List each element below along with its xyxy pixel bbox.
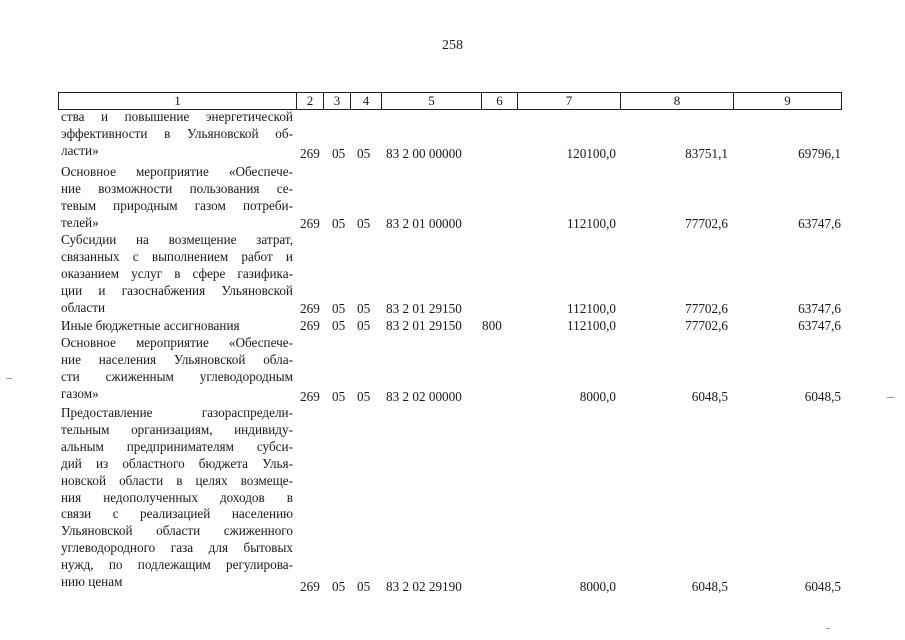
description-line: области: [61, 299, 106, 315]
header-col-5: 5: [382, 93, 482, 109]
page-number: 258: [442, 38, 463, 53]
cell-sum-2: 6048,5: [691, 579, 728, 594]
row-description: [61, 164, 293, 232]
scan-mark: [6, 378, 12, 379]
cell-sum-3: 63747,6: [798, 318, 841, 333]
description-line: альным предпринимателям субси-: [61, 438, 293, 454]
description-line: сти сжиженным углеводородным: [61, 368, 293, 384]
cell-rz: 05: [332, 389, 346, 404]
description-line: ния недополученных доходов в: [61, 489, 293, 505]
cell-pr: 05: [357, 389, 371, 404]
description-line: нию ценам: [61, 574, 123, 590]
description-line: Субсидии на возмещение затрат,: [61, 232, 293, 247]
cell-sum-1: 120100,0: [566, 146, 616, 161]
cell-sum-3: 6048,5: [804, 579, 841, 594]
cell-sum-3: 63747,6: [798, 301, 841, 316]
scan-mark: [887, 397, 894, 398]
cell-sum-1: 8000,0: [579, 389, 616, 404]
row-description: [61, 109, 293, 160]
cell-sum-3: 6048,5: [804, 389, 841, 404]
cell-cs: 83 2 02 00000: [386, 389, 462, 404]
scan-mark: [826, 628, 830, 629]
header-col-1: 1: [59, 93, 297, 109]
cell-cs: 83 2 00 00000: [386, 146, 462, 161]
description-line: ние возможности пользования се-: [61, 180, 293, 196]
cell-rz: 05: [332, 216, 346, 231]
cell-gr: 269: [300, 389, 320, 404]
description-line: тевым природным газом потреби-: [61, 197, 293, 213]
cell-cs: 83 2 02 29190: [386, 579, 462, 594]
cell-sum-2: 77702,6: [685, 216, 728, 231]
cell-sum-1: 112100,0: [567, 318, 616, 333]
header-col-3: 3: [324, 93, 351, 109]
cell-sum-1: 8000,0: [579, 579, 616, 594]
cell-sum-2: 77702,6: [685, 301, 728, 316]
cell-rz: 05: [332, 146, 346, 161]
cell-gr: 269: [300, 146, 320, 161]
header-col-2: 2: [297, 93, 324, 109]
cell-cs: 83 2 01 00000: [386, 216, 462, 231]
header-col-6: 6: [482, 93, 518, 109]
description-line: Основное мероприятие «Обеспече-: [61, 164, 293, 179]
header-col-7: 7: [518, 93, 621, 109]
table-header-row: [58, 92, 842, 110]
description-line: Предоставление газораспредели-: [61, 405, 293, 420]
cell-pr: 05: [357, 146, 371, 161]
row-description: [61, 232, 293, 317]
cell-rz: 05: [332, 318, 346, 333]
description-line: углеводородного газа для бытовых: [61, 540, 293, 556]
cell-rz: 05: [332, 579, 346, 594]
description-line: тельным организациям, индивиду-: [61, 421, 293, 437]
cell-rz: 05: [332, 301, 346, 316]
description-line: ства и повышение энергетической: [61, 109, 293, 124]
description-line: Ульяновской области сжиженного: [61, 523, 293, 539]
cell-sum-2: 83751,1: [685, 146, 728, 161]
cell-gr: 269: [300, 579, 320, 594]
cell-sum-1: 112100,0: [567, 301, 616, 316]
description-line: дий из областного бюджета Улья-: [61, 455, 293, 471]
cell-gr: 269: [300, 301, 320, 316]
cell-cs: 83 2 01 29150: [386, 318, 462, 333]
description-line: ласти»: [61, 142, 99, 158]
cell-pr: 05: [357, 318, 371, 333]
description-line: оказанием услуг в сфере газифика-: [61, 265, 293, 281]
header-col-4: 4: [351, 93, 382, 109]
description-line: газом»: [61, 385, 99, 401]
cell-cs: 83 2 01 29150: [386, 301, 462, 316]
row-description: [61, 335, 293, 403]
row-description: [61, 318, 293, 335]
description-line: новской области в целях возмеще-: [61, 472, 293, 488]
header-col-9: 9: [784, 93, 791, 108]
cell-pr: 05: [357, 301, 371, 316]
cell-vr: 800: [482, 318, 502, 333]
cell-sum-3: 63747,6: [798, 216, 841, 231]
cell-gr: 269: [300, 318, 320, 333]
description-line: Иные бюджетные ассигнования: [61, 318, 240, 333]
cell-sum-3: 69796,1: [798, 146, 841, 161]
cell-pr: 05: [357, 216, 371, 231]
cell-pr: 05: [357, 579, 371, 594]
description-line: эффективности в Ульяновской об-: [61, 125, 293, 141]
cell-sum-1: 112100,0: [567, 216, 616, 231]
description-line: ции и газоснабжения Ульяновской: [61, 282, 293, 298]
description-line: Основное мероприятие «Обеспече-: [61, 335, 293, 350]
cell-gr: 269: [300, 216, 320, 231]
description-line: связи с реализацией населению: [61, 506, 293, 522]
cell-sum-2: 6048,5: [691, 389, 728, 404]
description-line: ние населения Ульяновской обла-: [61, 351, 293, 367]
row-description: [61, 405, 293, 591]
description-line: связанных с выполнением работ и: [61, 248, 293, 264]
description-line: телей»: [61, 214, 99, 230]
description-line: нужд, по подлежащим регулирова-: [61, 557, 293, 573]
header-col-8: 8: [621, 93, 734, 109]
cell-sum-2: 77702,6: [685, 318, 728, 333]
